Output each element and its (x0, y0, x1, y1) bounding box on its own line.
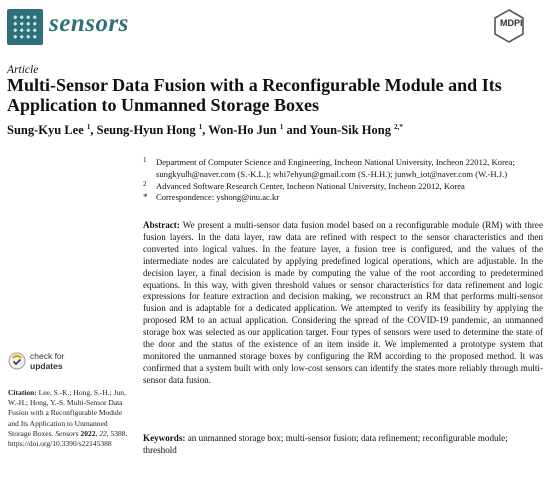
author-name: Youn-Sik Hong (309, 123, 391, 138)
affiliation-text: Advanced Software Research Center, Incheon National University, Incheon 22012, Korea (156, 180, 465, 191)
author-affiliation-mark: 2,* (394, 123, 403, 131)
journal-logo-icon (7, 9, 43, 45)
correspondence-text: Correspondence: yshong@inu.ac.kr (156, 192, 280, 203)
author-name: Won-Ho Jun (208, 123, 277, 138)
citation (8, 388, 130, 449)
journal-name: sensors (49, 10, 129, 37)
correspondence (143, 192, 543, 204)
author-separator: , (202, 123, 209, 138)
check-for-updates-label (30, 351, 65, 371)
correspondence-mark: * (143, 192, 148, 203)
affiliation-emails: sungkyulh@naver.com (S.-K.L.); whi7ehyun@gmail.com (S.-H.H.); junwh_iot@naver.com (W.-H.J.) (156, 168, 508, 179)
author-conjunction: and (283, 123, 310, 138)
abstract (143, 220, 543, 387)
author-name: Sung-Kyu Lee (7, 123, 84, 138)
abstract-text: We present a multi-sensor data fusion model based on a reconfigurable module (RM) with three fusion layers. In the data layer, raw data are refined with respect to the sensor characteristics and then converted into logical values. In the feature layer, a fusion tree is configured, and the values of the intermediate nodes are calculated by applying predefined logical operations, which are adjustable. In the decision layer, a final decision is made by computing the value of the root according to predetermined equations. In this way, with given threshold values or sensor characteristics for data refinement and logic expressions for feature extraction and decision making, we reconstruct an RM that performs multi-sensor fusion and is adaptable for a dedicated application. We attempted to verify its feasibility by applying the proposed RM to an actual application. Considering the spread of the COVID-19 pandemic, an unmanned storage box was selected as our application target. Four types of sensors were used to determine the state of the door and the status of the existence of an item inside it. We implemented a prototype system that monitored the unmanned storage boxes by configuring the RM according to the proposed method. It was confirmed that a system built with only low-cost sensors can identify the states more reliably through multi-sensor data fusion. (143, 220, 543, 385)
keywords-label: Keywords: (143, 433, 186, 443)
author-separator: , (90, 123, 97, 138)
citation-volume: , 22 (95, 428, 107, 438)
citation-doi-link[interactable]: https://doi.org/10.3390/s22145388 (8, 439, 112, 449)
author-list (7, 123, 403, 138)
citation-pages: , 5388. (106, 428, 128, 438)
citation-text: Lee, S.-K.; Hong, S.-H.; Jun, W.-H.; Hong, Y.-S. Multi-Sensor Data Fusion with a Reconfigurable Module and Its Application to Unmanned Storage Boxes. (8, 388, 126, 438)
affiliation-text: Department of Computer Science and Engineering, Incheon National University, Incheon 22012, Korea; (156, 157, 515, 167)
affiliation-number: 2 (143, 179, 147, 188)
author-name: Seung-Hyun Hong (96, 123, 196, 138)
author-affiliation-mark: 1 (279, 123, 284, 131)
abstract-label: Abstract: (143, 220, 180, 230)
author-affiliation-mark: 1 (86, 123, 91, 131)
author-affiliation-mark: 1 (198, 123, 203, 131)
article-type: Article (7, 64, 39, 76)
affiliation-number: 1 (143, 156, 147, 164)
check-for-updates-line2: updates (30, 361, 63, 371)
affiliation-1 (143, 157, 543, 181)
publisher-logo-text: MDPI (500, 18, 523, 28)
affiliations (143, 157, 543, 204)
citation-year: 2022 (78, 428, 96, 438)
affiliation-2 (143, 181, 543, 193)
citation-journal: Sensors (55, 428, 79, 438)
check-for-updates-badge[interactable] (8, 350, 88, 374)
check-for-updates-line1: check for (30, 351, 65, 361)
keywords (143, 433, 543, 457)
keywords-text: an unmanned storage box; multi-sensor fusion; data refinement; reconfigurable module; threshold (143, 433, 508, 455)
paper-title: Multi-Sensor Data Fusion with a Reconfigurable Module and Its Application to Unmanned Storage Boxes (7, 75, 502, 115)
citation-label: Citation: (8, 388, 37, 397)
check-for-updates-icon (8, 352, 26, 370)
